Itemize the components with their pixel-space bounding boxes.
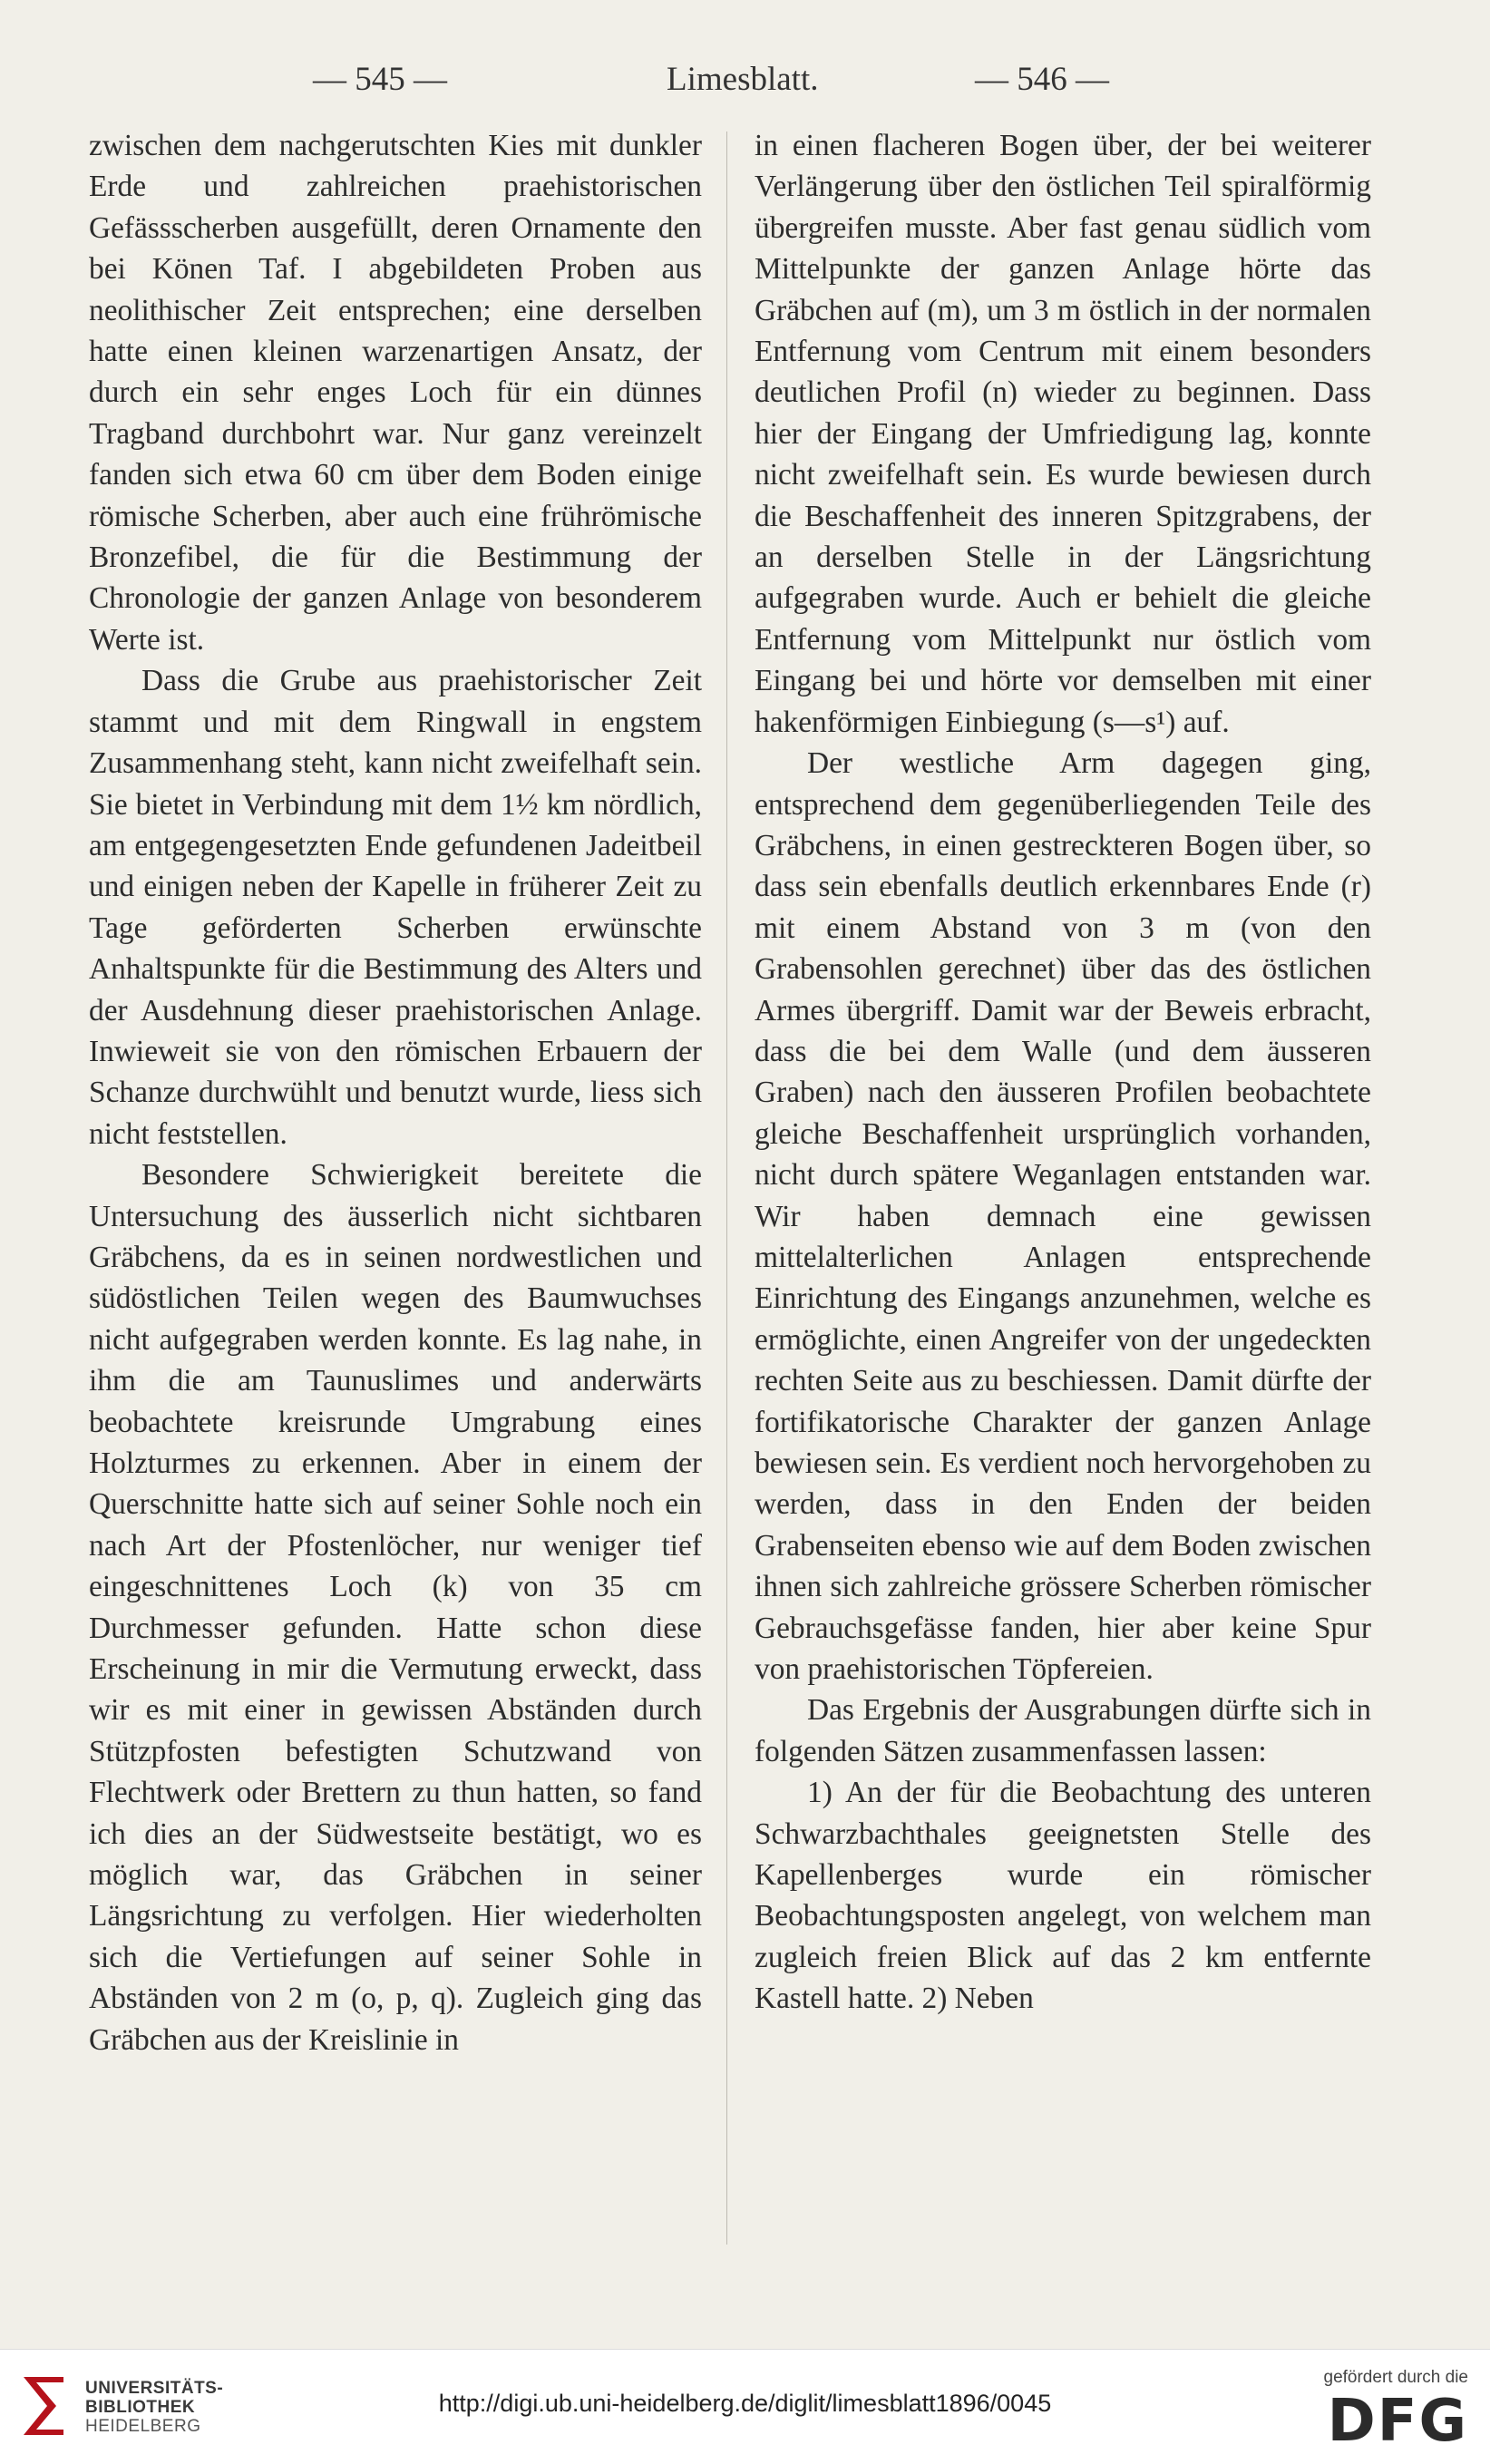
funding-caption: gefördert durch die: [1323, 2368, 1468, 2387]
dfg-logo: DFG: [1327, 2388, 1468, 2455]
left-column: [89, 125, 702, 2060]
paragraph: zwischen dem nachgerutschten Kies mit dunkler Erde und zahlreichen praehistorischen Gefässscherben ausgefüllt, deren Ornamente den bei Könen Taf. I abgebildeten Proben aus neolithischer Zeit entsprechen; eine derselben hatte einen kleinen warzenartigen Ansatz, der durch ein sehr enges Loch für ein dünnes Tragband durchbohrt war. Nur ganz vereinzelt fanden sich etwa 60 cm über dem Boden einige römische Scherben, aber auch eine frührömische Bronzefibel, die für die Bestimmung der Chronologie der ganzen Anlage von besonderem Werte ist.: [89, 129, 702, 657]
right-column: [755, 125, 1371, 2020]
journal-title: Limesblatt.: [667, 61, 819, 98]
paragraph: Das Ergebnis der Ausgrabungen dürfte sich in folgenden Sätzen zusammenfassen lassen:: [755, 1693, 1371, 1768]
paragraph: in einen flacheren Bogen über, der bei weiterer Verlängerung über den östlichen Teil spiralförmig übergreifen musste. Aber fast genau südlich vom Mittelpunkte der ganzen Anlage hörte das Gräbchen auf (m), um 3 m östlich in der normalen Entfernung vom Centrum mit einem besonders deutlichen Profil (n) wieder zu beginnen. Dass hier der Eingang der Umfriedigung lag, konnte nicht zweifelhaft sein. Es wurde bewiesen durch die Beschaffenheit des inneren Spitzgrabens, der an derselben Stelle in der Längsrichtung aufgegraben wurde. Auch er behielt die gleiche Entfernung vom Mittelpunkt nur östlich vom Eingang bei und hörte vor demselben mit einer hakenförmigen Einbiegung (s—s¹) auf.: [755, 129, 1371, 739]
digitization-footer: [0, 2349, 1490, 2464]
library-name: UNIVERSITÄTS- BIBLIOTHEK HEIDELBERG: [85, 2379, 224, 2436]
paragraph: Der westliche Arm dagegen ging, entsprechend dem gegenüberliegenden Teile des Gräbchens, in einen gestreckteren Bogen über, so dass sein ebenfalls deutlich erkennbares Ende (r) mit einem Abstand von 3 m (von den Grabensohlen gerechnet) über das des östlichen Armes übergriff. Damit war der Beweis erbracht, dass die bei dem Walle (und dem äusseren Graben) nach den äusseren Profilen beobachtete gleiche Beschaffenheit ursprünglich vorhanden, nicht durch spätere Weganlagen entstanden war. Wir haben demnach eine gewissen mittelalterlichen Anlagen entsprechende Einrichtung des Eingangs anzunehmen, welche es ermöglichte, einen Angreifer von der ungedeckten rechten Seite aus zu beschiessen. Damit dürfte der fortifikatorische Charakter der ganzen Anlage bewiesen sein. Es verdient noch hervorgehoben zu werden, dass in den Enden der beiden Grabenseiten ebenso wie auf dem Boden zwischen ihnen sich zahlreiche grössere Scherben römischer Gebrauchsgefässe fanden, hier aber keine Spur von praehistorischen Töpfereien.: [755, 746, 1371, 1687]
right-page-number: — 546 —: [975, 61, 1109, 98]
paragraph: Besondere Schwierigkeit bereitete die Untersuchung des äusserlich nicht sichtbaren Gräbchens, da es in seinen nordwestlichen und südöstlichen Teilen wegen des Baumwuchses nicht aufgegraben werden konnte. Es lag nahe, in ihm die am Taunuslimes und anderwärts beobachtete kreisrunde Umgrabung eines Holzturmes zu erkennen. Aber in einem der Querschnitte hatte sich auf seiner Sohle noch ein nach Art der Pfostenlöcher, nur weniger tief eingeschnittenes Loch (k) von 35 cm Durchmesser gefunden. Hatte schon diese Erscheinung in mir die Vermutung erweckt, dass wir es mit einer in gewissen Abständen durch Stützpfosten befestigten Schutzwand von Flechtwerk oder Brettern zu thun hatten, so fand ich dies an der Südwestseite bestätigt, wo es möglich war, das Gräbchen in seiner Längsrichtung zu verfolgen. Hier wiederholten sich die Vertiefungen auf seiner Sohle in Abständen von 2 m (o, p, q). Zugleich ging das Gräbchen aus der Kreislinie in: [89, 1158, 702, 2057]
left-page-number: — 545 —: [313, 61, 447, 98]
paragraph: 1) An der für die Beobachtung des unteren Schwarzbachthales geeignetsten Stelle des Kapellenberges wurde ein römischer Beobachtungsposten angelegt, von welchem man zugleich freien Blick auf das 2 km entfernte Kastell hatte. 2) Neben: [755, 1776, 1371, 2016]
permalink-url[interactable]: http://digi.ub.uni-heidelberg.de/diglit/limesblatt1896/0045: [438, 2390, 1052, 2417]
running-header: [0, 60, 1490, 114]
paragraph: Dass die Grube aus praehistorischer Zeit stammt und mit dem Ringwall in engstem Zusammenhang steht, kann nicht zweifelhaft sein. Sie bietet in Verbindung mit dem 1½ km nördlich, am entgegengesetzten Ende gefundenen Jadeitbeil und einigen neben der Kapelle in früherer Zeit zu Tage geförderten Scherben erwünschte Anhaltspunkte für die Bestimmung des Alters und der Ausdehnung dieser praehistorischen Anlage. Inwieweit sie von den römischen Erbauern der Schanze durchwühlt und benutzt wurde, liess sich nicht feststellen.: [89, 664, 702, 1151]
column-divider: [726, 131, 727, 2245]
